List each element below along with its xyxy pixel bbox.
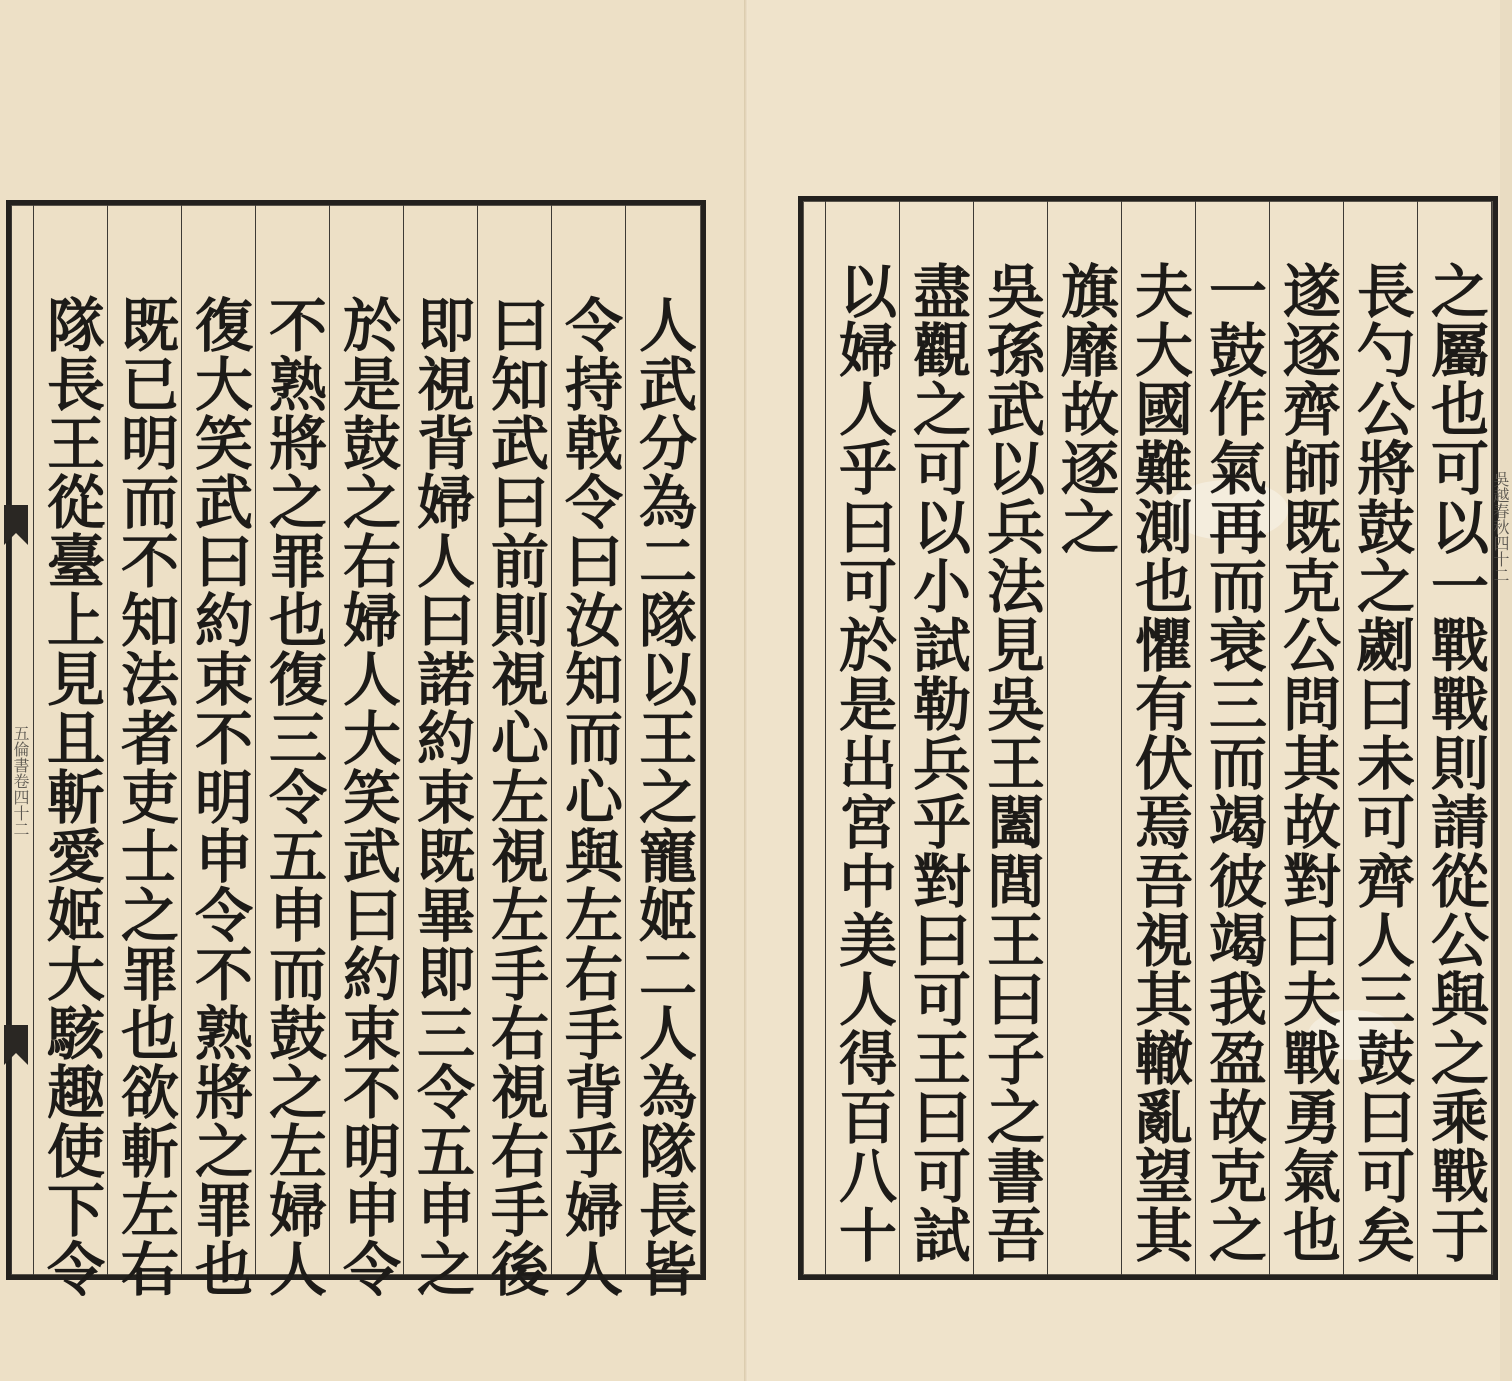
column-text: 盡觀之可以小試勒兵乎對曰可王曰可試 (903, 261, 971, 1264)
text-column (1417, 201, 1492, 1275)
column-text: 令持戟令曰汝知而心與左右手背乎婦人 (555, 295, 623, 1298)
column-text: 吳孫武以兵法見吳王闔閭王曰子之書吾 (977, 261, 1045, 1264)
centerfold-label: 吳越春秋四十二 (1491, 471, 1510, 583)
column-text: 長勺公將鼓之劌曰未可齊人三鼓曰可矣 (1347, 261, 1415, 1264)
column-text: 復大笑武曰約束不明申令不熟將之罪也 (185, 295, 253, 1298)
text-column (973, 201, 1048, 1275)
fishtail-mark-top (4, 505, 28, 545)
left-text-frame (6, 200, 706, 1298)
column-text: 之屬也可以一戰戰則請從公與之乘戰于 (1421, 261, 1489, 1264)
text-column (551, 205, 626, 1298)
text-column (33, 205, 108, 1298)
text-column (1047, 201, 1122, 1275)
column-text: 以婦人乎曰可於是出宮中美人得百八十 (829, 261, 897, 1264)
text-column (255, 205, 330, 1298)
column-text: 曰知武曰前則視心左視左手右視右手後 (481, 295, 549, 1298)
text-column (181, 205, 256, 1298)
right-text-frame (798, 196, 1510, 1280)
text-column (1121, 201, 1196, 1275)
column-text: 人武分為二隊以王之寵姬二人為隊長皆 (629, 295, 697, 1298)
text-column (329, 205, 404, 1298)
text-column (1269, 201, 1344, 1275)
text-column (1195, 201, 1270, 1275)
column-text: 即視背婦人曰諾約束既畢即三令五申之 (407, 295, 475, 1298)
column-text: 既已明而不知法者吏士之罪也欲斬左右 (111, 295, 179, 1298)
text-column (403, 205, 478, 1298)
left-centerfold-margin (11, 205, 32, 1275)
left-page (0, 0, 748, 1381)
fishtail-mark-bottom (4, 1025, 28, 1065)
column-text: 夫大國難測也懼有伏焉吾視其轍亂望其 (1125, 261, 1193, 1264)
text-column (477, 205, 552, 1298)
column-text: 遂逐齊師既克公問其故對曰夫戰勇氣也 (1273, 261, 1341, 1264)
right-page (748, 0, 1510, 1381)
text-column (625, 205, 700, 1298)
right-centerfold-margin (1491, 201, 1512, 1275)
column-text: 於是鼓之右婦人大笑武曰約束不明申令 (333, 295, 401, 1298)
column-text: 一鼓作氣再而衰三而竭彼竭我盈故克之 (1199, 261, 1267, 1264)
centerfold-label: 五倫書卷四十二 (11, 725, 30, 837)
text-column (825, 201, 900, 1275)
text-column (899, 201, 974, 1275)
column-text: 旗靡故逐之 (1051, 261, 1119, 556)
column-text: 不熟將之罪也復三令五申而鼓之左婦人 (259, 295, 327, 1298)
text-column (1343, 201, 1418, 1275)
column-text: 隊長王從臺上見且斬愛姬大駭趣使下令 (37, 295, 105, 1298)
text-column (107, 205, 182, 1298)
